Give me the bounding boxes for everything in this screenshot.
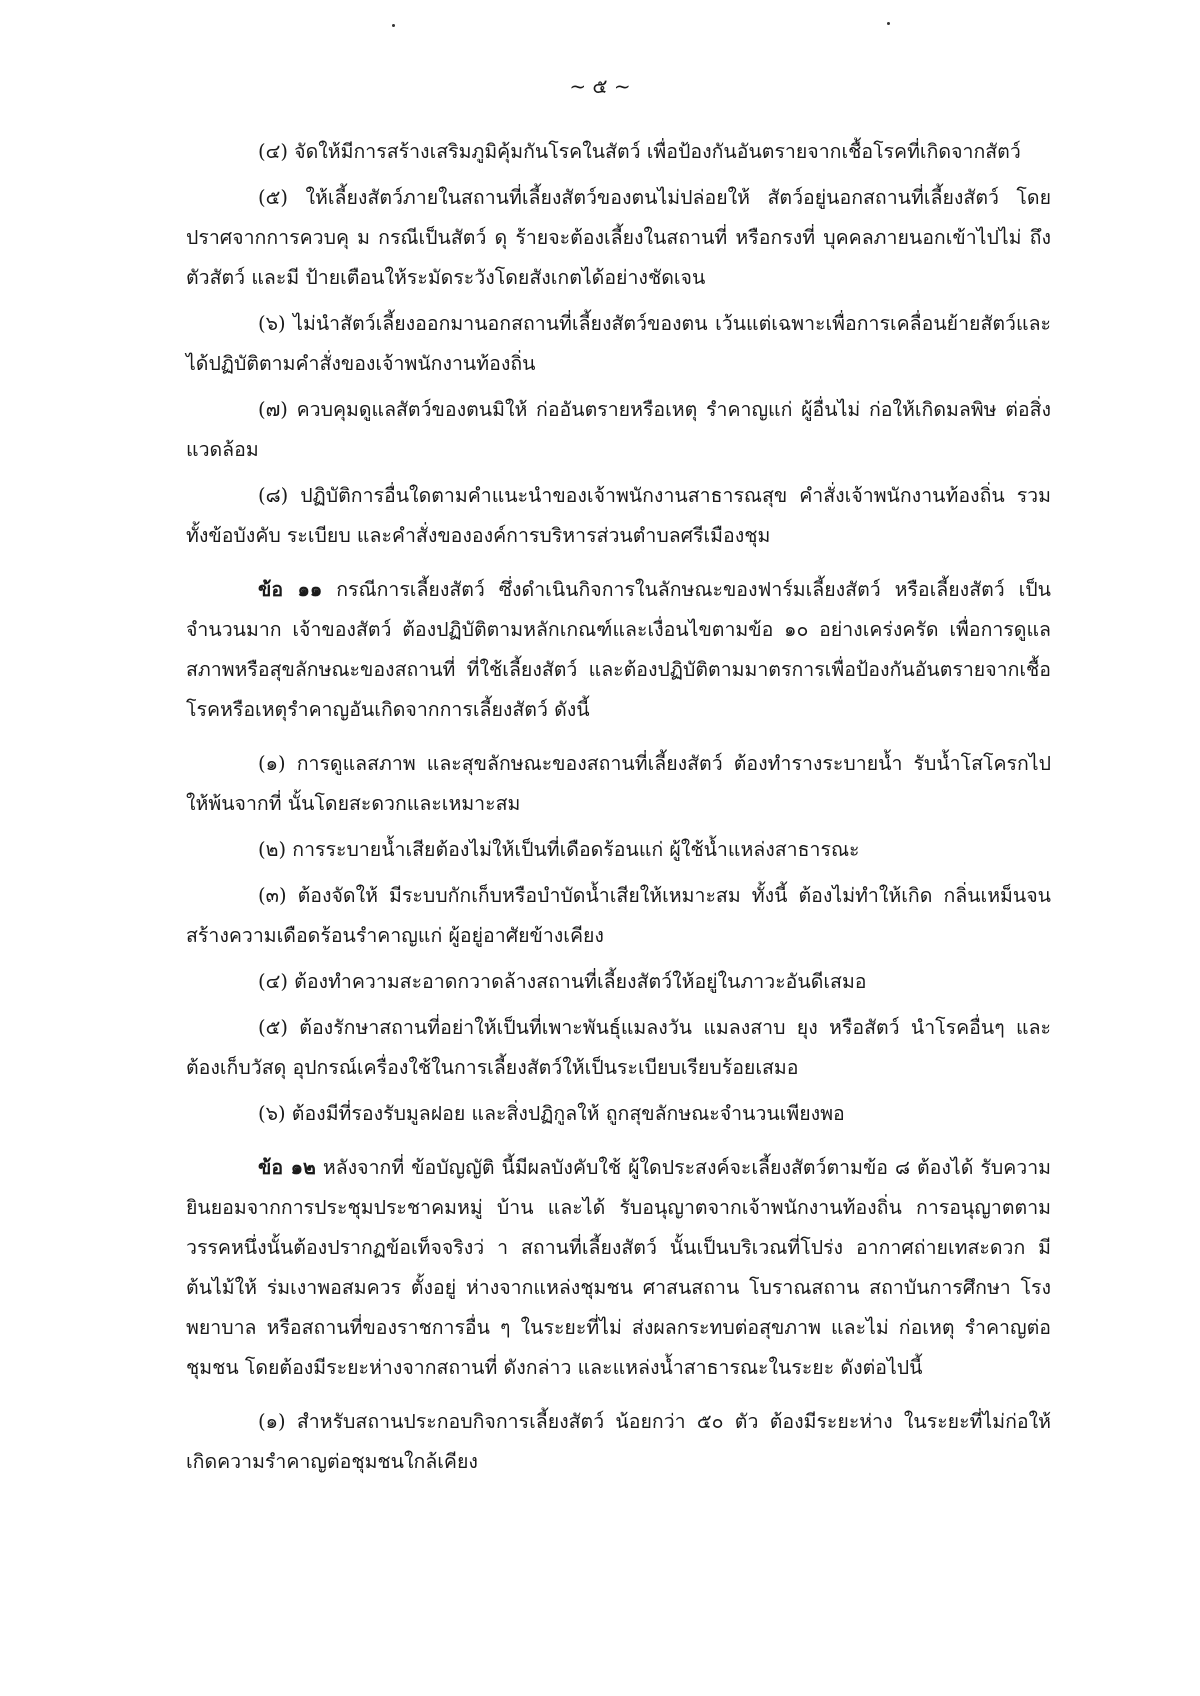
scan-speck	[887, 22, 890, 25]
list-paragraph	[186, 744, 1051, 824]
paragraph-text: (๕) ต้องรักษาสถานที่อย่าให้เป็นที่เพาะพันธุ์แมลงวัน แมลงสาบ ยุง หรือสัตว์ นำโรคอื่นๆ และต้องเก็บวัสดุ อุปกรณ์เครื่องใช้ในการเลี้ยงสัตว์ให้เป็นระเบียบเรียบร้อยเสมอ	[186, 1016, 1051, 1079]
list-paragraph	[186, 830, 1051, 870]
list-paragraph	[186, 962, 1051, 1002]
paragraph-text: หลังจากที่ ข้อบัญญัติ นี้มีผลบังคับใช้ ผู้ใดประสงค์จะเลี้ยงสัตว์ตามข้อ ๘ ต้องได้ รับความยินยอมจากการประชุมประชาคมหมู่ บ้าน และได้ รับอนุญาตจากเจ้าพนักงานท้องถิ่น การอนุญาตตามวรรคหนึ่งนั้นต้องปรากฏข้อเท็จจริงว่ า สถานที่เลี้ยงสัตว์ นั้นเป็นบริเวณที่โปร่ง อากาศถ่ายเทสะดวก มี ต้นไม้ให้ ร่มเงาพอสมควร ตั้งอยู่ ห่างจากแหล่งชุมชน ศาสนสถาน โบราณสถาน สถาบันการศึกษา โรงพยาบาล หรือสถานที่ของราชการอื่น ๆ ในระยะที่ไม่ ส่งผลกระทบต่อสุขภาพ และไม่ ก่อเหตุ รำคาญต่อชุมชน โดยต้องมีระยะห่างจากสถานที่ ดังกล่าว และแหล่งน้ำสาธารณะในระยะ ดังต่อไปนี้	[186, 1156, 1052, 1379]
paragraph-text: (๓) ต้องจัดให้ มีระบบกักเก็บหรือบำบัดน้ำเสียให้เหมาะสม ทั้งนี้ ต้องไม่ทำให้เกิด กลิ่นเหม็นจนสร้างความเดือดร้อนรำคาญแก่ ผู้อยู่อาศัยข้างเคียง	[186, 884, 1051, 947]
clause-paragraph	[186, 570, 1051, 730]
scan-speck	[392, 24, 395, 27]
paragraph-text: (๒) การระบายน้ำเสียต้องไม่ให้เป็นที่เดือดร้อนแก่ ผู้ใช้น้ำแหล่งสาธารณะ	[258, 838, 860, 861]
paragraph-text: (๗) ควบคุมดูแลสัตว์ของตนมิให้ ก่ออันตรายหรือเหตุ รำคาญแก่ ผู้อื่นไม่ ก่อให้เกิดมลพิษ ต่อสิ่งแวดล้อม	[186, 398, 1051, 461]
paragraph-text: (๖) ต้องมีที่รองรับมูลฝอย และสิ่งปฏิกูลให้ ถูกสุขลักษณะจำนวนเพียงพอ	[258, 1102, 845, 1125]
document-body	[186, 132, 1051, 1488]
list-paragraph	[186, 1008, 1051, 1088]
list-paragraph	[186, 178, 1051, 298]
page-number: ~ ๕ ~	[569, 74, 631, 98]
paragraph-text: (๑) การดูแลสภาพ และสุขลักษณะของสถานที่เลี้ยงสัตว์ ต้องทำรางระบายน้ำ รับน้ำโสโครกไปให้พ้นจากที่ นั้นโดยสะดวกและเหมาะสม	[186, 752, 1051, 815]
clause-label: ข้อ ๑๒	[258, 1156, 316, 1179]
list-paragraph	[186, 390, 1051, 470]
paragraph-text: (๑) สำหรับสถานประกอบกิจการเลี้ยงสัตว์ น้อยกว่า ๕๐ ตัว ต้องมีระยะห่าง ในระยะที่ไม่ก่อให้เกิดความรำคาญต่อชุมชนใกล้เคียง	[186, 1410, 1051, 1473]
paragraph-text: (๕) ให้เลี้ยงสัตว์ภายในสถานที่เลี้ยงสัตว์ของตนไม่ปล่อยให้ สัตว์อยู่นอกสถานที่เลี้ยงสัตว์ โดยปราศจากการควบคุ ม กรณีเป็นสัตว์ ดุ ร้ายจะต้องเลี้ยงในสถานที่ หรือกรงที่ บุคคลภายนอกเข้าไปไม่ ถึงตัวสัตว์ และมี ป้ายเตือนให้ระมัดระวังโดยสังเกตได้อย่างชัดเจน	[186, 186, 1051, 289]
paragraph-text: กรณีการเลี้ยงสัตว์ ซึ่งดำเนินกิจการในลักษณะของฟาร์มเลี้ยงสัตว์ หรือเลี้ยงสัตว์ เป็นจำนวนมาก เจ้าของสัตว์ ต้องปฏิบัติตามหลักเกณฑ์และเงื่อนไขตามข้อ ๑๐ อย่างเคร่งครัด เพื่อการดูแลสภาพหรือสุขลักษณะของสถานที่ ที่ใช้เลี้ยงสัตว์ และต้องปฏิบัติตามมาตรการเพื่อป้องกันอันตรายจากเชื้อโรคหรือเหตุรำคาญอันเกิดจากการเลี้ยงสัตว์ ดังนี้	[186, 578, 1051, 721]
list-paragraph	[186, 132, 1051, 172]
clause-paragraph	[186, 1148, 1051, 1388]
list-paragraph	[186, 876, 1051, 956]
paragraph-text: (๔) ต้องทำความสะอาดกวาดล้างสถานที่เลี้ยงสัตว์ให้อยู่ในภาวะอันดีเสมอ	[258, 970, 867, 993]
list-paragraph	[186, 476, 1051, 556]
paragraph-text: (๔) จัดให้มีการสร้างเสริมภูมิคุ้มกันโรคในสัตว์ เพื่อป้องกันอันตรายจากเชื้อโรคที่เกิดจากสัตว์	[258, 140, 1021, 163]
paragraph-text: (๖) ไม่นำสัตว์เลี้ยงออกมานอกสถานที่เลี้ยงสัตว์ของตน เว้นแต่เฉพาะเพื่อการเคลื่อนย้ายสัตว์และได้ปฏิบัติตามคำสั่งของเจ้าพนักงานท้องถิ่น	[186, 312, 1051, 375]
clause-label: ข้อ ๑๑	[258, 578, 323, 601]
list-paragraph	[186, 304, 1051, 384]
paragraph-text: (๘) ปฏิบัติการอื่นใดตามคำแนะนำของเจ้าพนักงานสาธารณสุข คำสั่งเจ้าพนักงานท้องถิ่น รวมทั้งข้อบังคับ ระเบียบ และคำสั่งขององค์การบริหารส่วนตำบลศรีเมืองชุม	[186, 484, 1051, 547]
list-paragraph	[186, 1094, 1051, 1134]
list-paragraph	[186, 1402, 1051, 1482]
